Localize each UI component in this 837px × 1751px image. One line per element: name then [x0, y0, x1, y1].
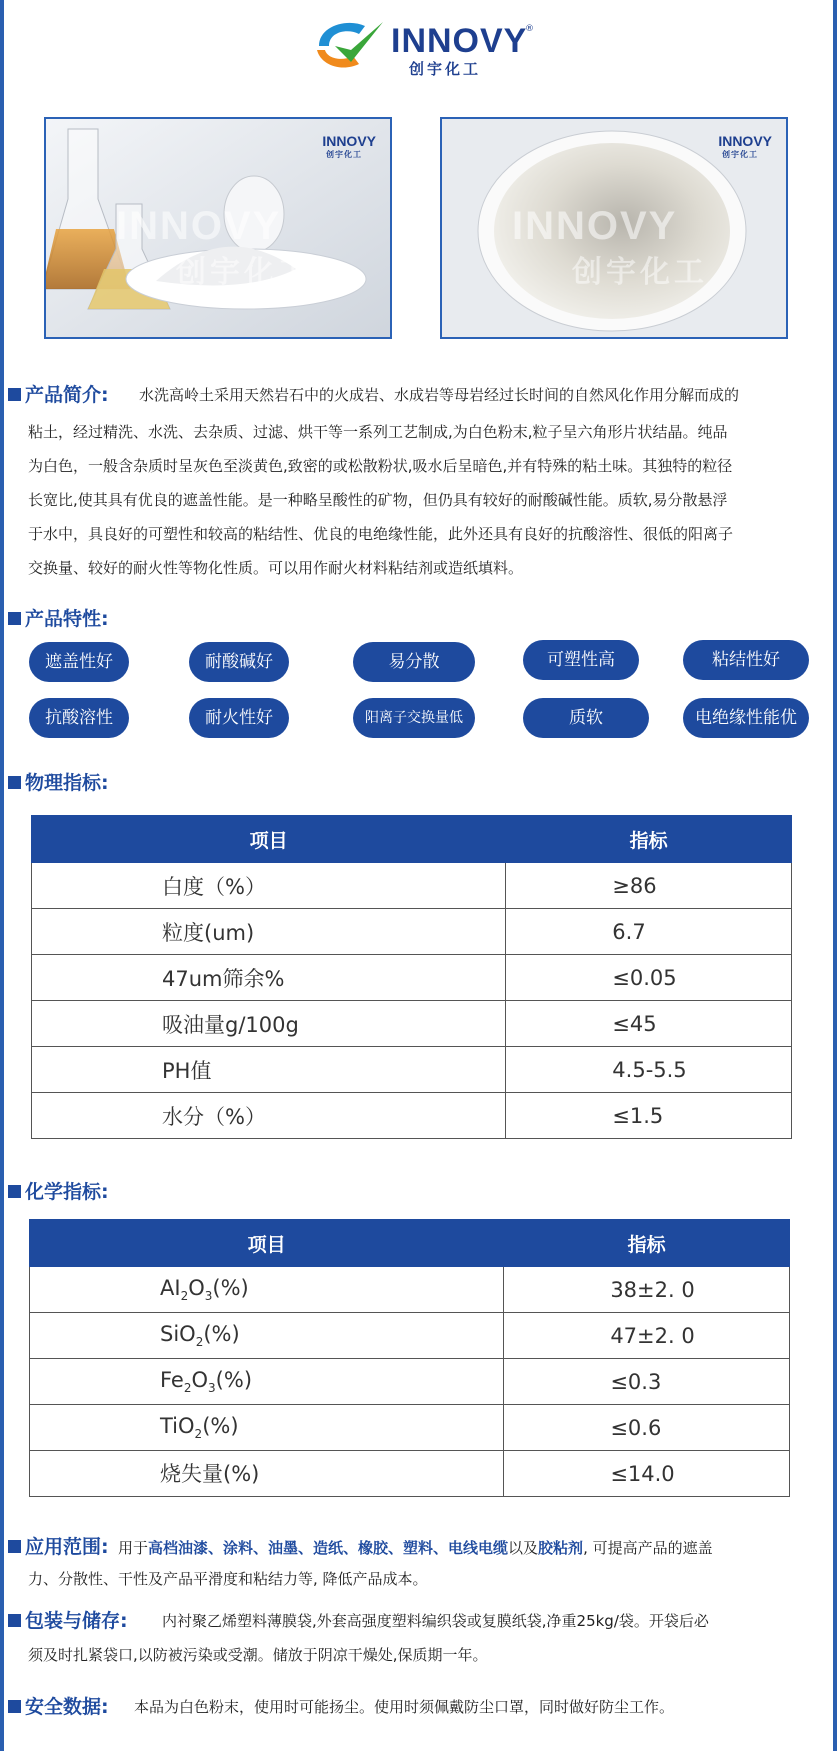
application-first-line: 用于高档油漆、涂料、油墨、造纸、橡胶、塑料、电线电缆以及胶粘剂, 可提高产品的遮盖 — [118, 1539, 713, 1557]
feature-pill: 耐火性好 — [189, 698, 289, 738]
intro-line: 粘土，经过精洗、水洗、去杂质、过滤、烘干等一系列工艺制成,为白色粉末,粒子呈六角形片状结晶。纯品 — [28, 423, 728, 441]
features-heading: 产品特性: — [8, 604, 109, 631]
photo-mini-logo-cn: 创宇化工 — [722, 150, 758, 159]
photo-mini-logo: INNOVY — [322, 133, 376, 149]
column-header-item: 项目 — [32, 816, 506, 863]
safety-heading: 安全数据: — [8, 1692, 109, 1719]
table-row: PH值 4.5-5.5 — [32, 1047, 792, 1093]
safety-text: 本品为白色粉末，使用时可能扬尘。使用时须佩戴防尘口罩，同时做好防尘工作。 — [134, 1698, 675, 1716]
application-highlight: 高档油漆、涂料、油墨、造纸、橡胶、塑料、电线电缆 — [148, 1539, 509, 1557]
logo-registered-mark: ® — [525, 24, 534, 34]
square-bullet-icon — [8, 1185, 21, 1198]
feature-pill: 抗酸溶性 — [29, 698, 129, 738]
logo-brand-text: INNOVY — [391, 22, 528, 60]
table-row: 粒度(um) 6.7 — [32, 909, 792, 955]
product-photo-flasks — [44, 117, 392, 339]
table-row: 水分（%） ≤1.5 — [32, 1093, 792, 1139]
product-photo-dish — [440, 117, 788, 339]
physical-heading: 物理指标: — [8, 768, 109, 795]
photo-mini-logo-cn: 创宇化工 — [326, 150, 362, 159]
table-row: $AI_2O_3(\%)$ 38±2. 0 — [30, 1267, 790, 1313]
photo-watermark: INNOVY — [116, 204, 282, 248]
photo-watermark: INNOVY — [512, 204, 678, 248]
square-bullet-icon — [8, 388, 21, 401]
table-row: 烧失量(%) ≤14.0 — [30, 1451, 790, 1497]
intro-line: 交换量、较好的耐火性等物化性质。可以用作耐火材料粘结剂或造纸填料。 — [28, 559, 524, 577]
column-header-item: 项目 — [30, 1220, 504, 1267]
logo-chinese-text: 创宇化工 — [409, 60, 482, 78]
feature-pill: 易分散 — [353, 642, 475, 682]
right-border-bar — [833, 0, 837, 1751]
table-row: 吸油量g/100g ≤45 — [32, 1001, 792, 1047]
photo-mini-logo: INNOVY — [718, 133, 772, 149]
feature-pill: 质软 — [523, 698, 649, 738]
square-bullet-icon — [8, 1540, 21, 1553]
square-bullet-icon — [8, 612, 21, 625]
application-heading: 应用范围: — [8, 1532, 109, 1559]
logo-mark-icon — [313, 16, 387, 72]
table-row: $Fe_2O_3(\%)$ ≤0.3 — [30, 1359, 790, 1405]
column-header-value: 指标 — [506, 816, 792, 863]
feature-pill: 粘结性好 — [683, 640, 809, 680]
feature-pill: 遮盖性好 — [29, 642, 129, 682]
application-highlight: 胶粘剂 — [538, 1539, 584, 1557]
chemical-heading: 化学指标: — [8, 1177, 109, 1204]
table-row: 白度（%） ≥86 — [32, 863, 792, 909]
square-bullet-icon — [8, 1700, 21, 1713]
feature-pill: 电绝缘性能优 — [683, 698, 809, 738]
left-border-bar — [0, 0, 4, 1751]
photo-watermark-cn: 创宇化工 — [176, 255, 312, 290]
photo-watermark-cn: 创宇化工 — [572, 255, 708, 290]
table-header-row — [30, 1220, 790, 1267]
application-second-line: 力、分散性、干性及产品平滑度和粘结力等, 降低产品成本。 — [28, 1570, 428, 1588]
square-bullet-icon — [8, 776, 21, 789]
feature-pill: 阳离子交换量低 — [353, 698, 475, 738]
table-row: 47um筛余% ≤0.05 — [32, 955, 792, 1001]
column-header-value: 指标 — [504, 1220, 790, 1267]
table-row: TiO$_2$(%) ≤0.6 — [30, 1405, 790, 1451]
table-header-row — [32, 816, 792, 863]
feature-pill: 可塑性高 — [523, 640, 639, 680]
intro-heading: 产品简介: — [8, 380, 109, 407]
intro-first-line: 水洗高岭土采用天然岩石中的火成岩、水成岩等母岩经过长时间的自然风化作用分解而成的 — [139, 386, 740, 404]
physical-spec-table — [31, 815, 792, 1139]
packing-second-line: 须及时扎紧袋口,以防被污染或受潮。储放于阴凉干燥处,保质期一年。 — [28, 1646, 488, 1664]
packing-first-line: 内衬聚乙烯塑料薄膜袋,外套高强度塑料编织袋或复膜纸袋,净重25kg/袋。开袋后必 — [162, 1612, 709, 1630]
brand-logo — [313, 14, 534, 78]
chemical-spec-table — [29, 1219, 790, 1497]
intro-line: 长宽比,使其具有优良的遮盖性能。是一种略呈酸性的矿物，但仍具有较好的耐酸碱性能。质软,易分散悬浮 — [28, 491, 728, 509]
feature-pill: 耐酸碱好 — [189, 642, 289, 682]
intro-body — [28, 415, 833, 585]
intro-line: 为白色，一般含杂质时呈灰色至淡黄色,致密的或松散粉状,吸水后呈暗色,并有特殊的粘土味。其独特的粒径 — [28, 457, 733, 475]
packing-heading: 包装与储存: — [8, 1606, 128, 1633]
table-row: SiO$_2$(%) 47±2. 0 — [30, 1313, 790, 1359]
square-bullet-icon — [8, 1614, 21, 1627]
intro-line: 于水中，具良好的可塑性和较高的粘结性、优良的电绝缘性能，此外还具有良好的抗酸溶性、很低的阳离子 — [28, 525, 734, 543]
